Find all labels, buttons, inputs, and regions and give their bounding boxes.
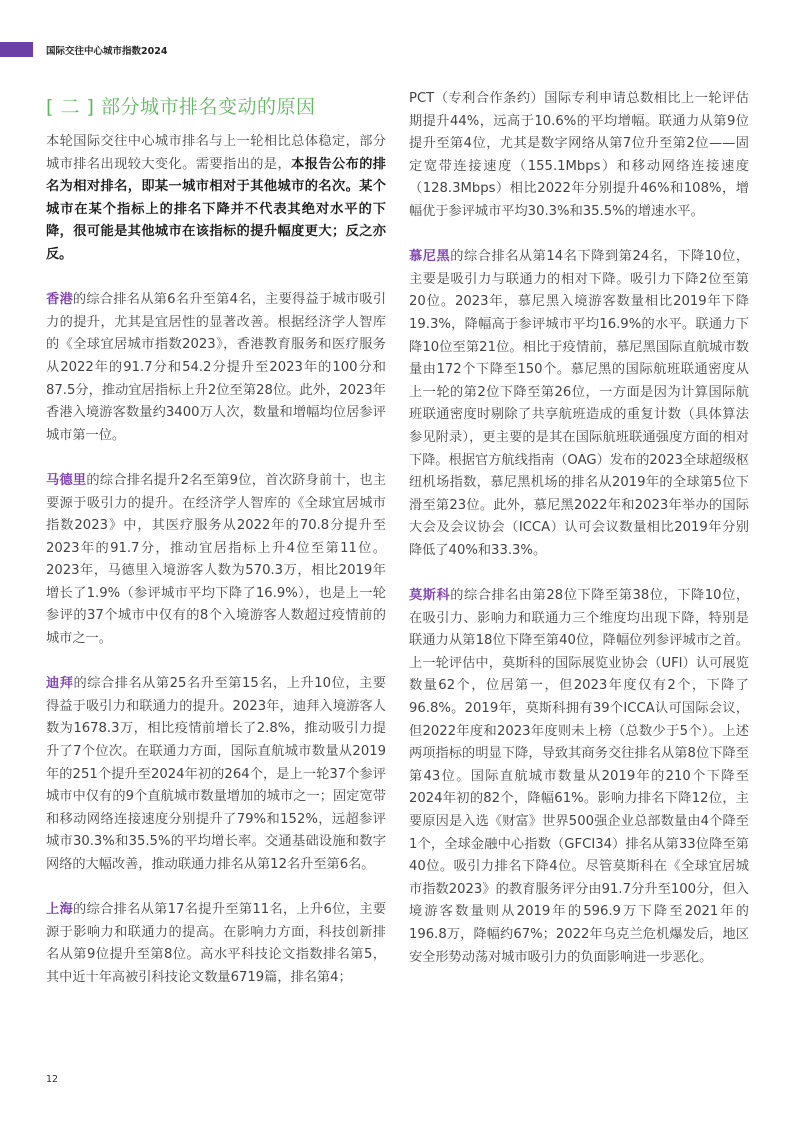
paragraph-text: 的综合排名从第17名提升至第11名，上升6位，主要源于影响力和联通力的提高。在影响力方面，科技创新排名从第9位提升至第8位。高水平科技论文指数排名第5，其中近十年高被引科技论文数量6719篇，排名第4； <box>46 902 387 985</box>
city-name: 上海 <box>46 902 74 918</box>
right-column <box>409 88 749 992</box>
intro-paragraph <box>46 131 386 267</box>
paragraph-text: 的综合排名从第6名升至第4名，主要得益于城市吸引力的提升，尤其是宜居性的显著改善。根据经济学人智库的《全球宜居城市指数2023》，香港教育服务和医疗服务从2022年的91.7分和54.2分提升至2023年的100分和87.5分，推动宜居指标上升2位至第28位。此外，2023年香港入境游客数量约3400万人次，数量和增幅均位居参评城市第一位。 <box>46 292 387 443</box>
city-name: 香港 <box>46 292 73 308</box>
left-column <box>46 131 386 1012</box>
paragraph-moscow <box>409 585 749 969</box>
city-name: 马德里 <box>46 472 87 488</box>
city-name: 迪拜 <box>46 676 74 692</box>
report-title: 国际交往中心城市指数2024 <box>46 46 168 57</box>
paragraph-munich <box>409 246 749 562</box>
paragraph-shanghai <box>46 899 386 989</box>
paragraph-text: 的综合排名从第25名升至第15名，上升10位，主要得益于吸引力和联通力的提升。2023年，迪拜入境游客人数为1678.3万，相比疫情前增长了2.8%，推动吸引力提升了7个位次。在联通力方面，国际直航城市数量从2019年的251个提升至2024年初的264个，是上一轮37个参评城市中仅有的9个直航城市数量增加的城市之一；固定宽带和移动网络连接速度分别提升了79%和152%，远超参评城市30.3%和35.5%的平均增长率。交通基础设施和数字网络的大幅改善，推动联通力排名从第12名升至第6名。 <box>46 676 386 872</box>
paragraph-hongkong <box>46 289 386 447</box>
paragraph-dubai <box>46 673 386 876</box>
city-name: 慕尼黑 <box>409 249 451 265</box>
paragraph-shanghai-continued: PCT（专利合作条约）国际专利申请总数相比上一轮评估期提升44%，远高于10.6%的平均增幅。联通力从第9位提升至第4位，尤其是数字网络从第7位升至第2位——固定宽带连接速度（155.1Mbps）和移动网络连接速度（128.3Mbps）相比2022年分别提升46%和108%，增幅优于参评城市平均30.3%和35.5%的增速水平。 <box>409 91 749 219</box>
paragraph-madrid <box>46 470 386 651</box>
header-accent-bar <box>0 42 33 57</box>
paragraph-text: 的综合排名提升2名至第9位，首次跻身前十，也主要源于吸引力的提升。在经济学人智库的《全球宜居城市指数2023》中，其医疗服务从2022年的70.8分提升至2023年的91.7分，推动宜居指标上升4位至第11位。2023年，马德里入境游客人数为570.3万，相比2019年增长了1.9%（参评城市平均下降了16.9%），也是上一轮参评的37个城市中仅有的8个入境游客人数超过疫情前的城市之一。 <box>46 472 387 647</box>
intro-text: 本轮国际交往中心城市排名与上一轮相比总体稳定，部分城市排名出现较大变化。需要指出的是， <box>46 134 386 172</box>
paragraph-text: 的综合排名由第28位下降至第38位，下降10位，在吸引力、影响力和联通力三个维度均出现下降，特别是联通力从第18位下降至第40位，降幅位列参评城市之首。上一轮评估中，莫斯科的国际展览业协会（UFI）认可展览数量62个，位居第一，但2023年度仅有2个，下降了96.8%。2019年，莫斯科拥有39个ICCA认可国际会议，但2022年度和2023年度则未上榜（总数少于5个）。上述两项指标的明显下降，导致其商务交往排名从第8位下降至第43位。国际直航城市数量从2019年的210个下降至2024年初的82个，降幅61%。影响力排名下降12位，主要原因是入选《财富》世界500强企业总部数量由4个降至1个，全球金融中心指数（GFCI34）排名从第33位降至第40位。吸引力排名下降4位。尽管莫斯科在《全球宜居城市指数2023》的教育服务评分由91.7分升至100分，但入境游客数量则从2019年的596.9万下降至2021年的196.8万，降幅约67%；2022年乌克兰危机爆发后，地区安全形势动荡对城市吸引力的负面影响进一步恶化。 <box>409 588 750 965</box>
paragraph-text: 的综合排名从第14名下降到第24名，下降10位，主要是吸引力与联通力的相对下降。吸引力下降2位至第20位。2023年，慕尼黑入境游客数量相比2019年下降19.3%，降幅高于参评城市平均16.9%的水平。联通力下降10位至第21位。相比于疫情前，慕尼黑国际直航城市数量由172个下降至150个。慕尼黑的国际航班联通密度从上一轮的第2位下降至第26位，一方面是因为计算国际航班联通密度时剔除了共享航班造成的重复计数（具体算法参见附录），更主要的是其在国际航班联通强度方面的相对下降。根据官方航线指南（OAG）发布的2023全球超级枢纽机场指数，慕尼黑机场的排名从2019年的全球第5位下滑至第23位。此外，慕尼黑2022年和2023年举办的国际大会及会议协会（ICCA）认可会议数量相比2019年分别降低了40%和33.3%。 <box>409 249 750 558</box>
page-number: 12 <box>46 1074 59 1085</box>
intro-bold-text: 本报告公布的排名为相对排名，即某一城市相对于其他城市的名次。某个城市在某个指标上的排名下降并不代表其绝对水平的下降，很可能是其他城市在该指标的提升幅度更大；反之亦反。 <box>46 156 386 262</box>
section-heading: [ 二 ] 部分城市排名变动的原因 <box>46 96 316 118</box>
city-name: 莫斯科 <box>409 588 451 604</box>
